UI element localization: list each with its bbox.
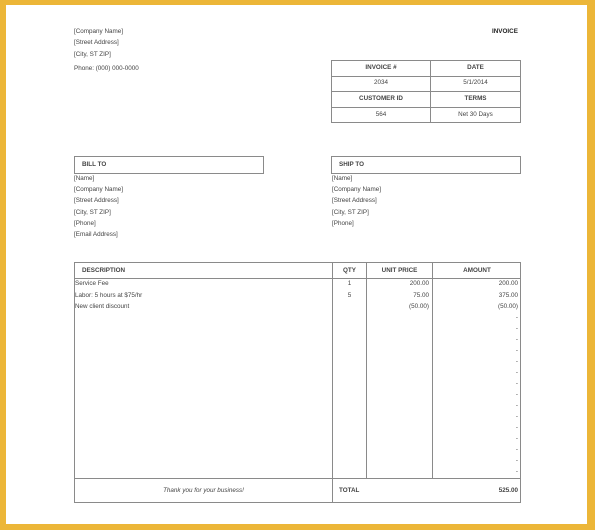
invoice-page [6, 5, 587, 524]
terms-label: TERMS [464, 95, 487, 102]
company-street: [Street Address] [74, 39, 119, 46]
ship-to-line: [Name] [332, 175, 353, 182]
bill-to-line: [Email Address] [74, 231, 118, 238]
bill-to-line: [Street Address] [74, 197, 119, 204]
empty-amount: - [515, 468, 518, 475]
customer-id-label: CUSTOMER ID [359, 95, 403, 102]
total-label: TOTAL [339, 487, 360, 494]
empty-amount: - [515, 435, 518, 442]
invoice-number-value: 2034 [373, 79, 388, 86]
item-unit-price: 200.00 [409, 280, 429, 287]
item-amount: 200.00 [498, 280, 518, 287]
company-name: [Company Name] [74, 28, 123, 35]
date-value: 5/1/2014 [463, 79, 488, 86]
ship-to-label: SHIP TO [339, 161, 364, 168]
invoice-title: INVOICE [492, 28, 518, 35]
empty-amount: - [515, 424, 518, 431]
total-value: 525.00 [498, 487, 518, 494]
ship-to-line: [Phone] [332, 220, 354, 227]
empty-amount: - [515, 358, 518, 365]
amount-header: AMOUNT [463, 267, 491, 274]
item-qty: 1 [347, 280, 352, 287]
company-city: [City, ST ZIP] [74, 51, 111, 58]
bill-to-line: [Phone] [74, 220, 96, 227]
empty-amount: - [515, 314, 518, 321]
empty-amount: - [515, 347, 518, 354]
empty-amount: - [515, 413, 518, 420]
date-label: DATE [467, 64, 484, 71]
company-phone: Phone: (000) 000-0000 [74, 65, 139, 72]
customer-id-value: 564 [375, 111, 387, 118]
empty-amount: - [515, 369, 518, 376]
unit-price-header: UNIT PRICE [381, 267, 418, 274]
item-amount: (50.00) [498, 303, 518, 310]
empty-amount: - [515, 391, 518, 398]
empty-amount: - [515, 380, 518, 387]
empty-amount: - [515, 457, 518, 464]
description-header: DESCRIPTION [82, 267, 126, 274]
bill-to-line: [City, ST ZIP] [74, 209, 111, 216]
item-unit-price: 75.00 [413, 292, 429, 299]
bill-to-label: BILL TO [82, 161, 107, 168]
item-description: New client discount [75, 303, 130, 310]
item-description: Labor: 5 hours at $75/hr [75, 292, 143, 299]
empty-amount: - [515, 446, 518, 453]
ship-to-line: [Company Name] [332, 186, 381, 193]
ship-to-line: [City, ST ZIP] [332, 209, 369, 216]
item-description: Service Fee [75, 280, 109, 287]
item-unit-price: (50.00) [409, 303, 429, 310]
thank-you-note: Thank you for your business! [163, 487, 244, 494]
empty-amount: - [515, 402, 518, 409]
terms-value: Net 30 Days [458, 111, 493, 118]
ship-to-line: [Street Address] [332, 197, 377, 204]
item-qty: 5 [347, 292, 352, 299]
empty-amount: - [515, 336, 518, 343]
empty-amount: - [515, 325, 518, 332]
bill-to-line: [Name] [74, 175, 95, 182]
qty-header: QTY [343, 267, 356, 274]
item-amount: 375.00 [498, 292, 518, 299]
bill-to-line: [Company Name] [74, 186, 123, 193]
invoice-number-label: INVOICE # [365, 64, 397, 71]
